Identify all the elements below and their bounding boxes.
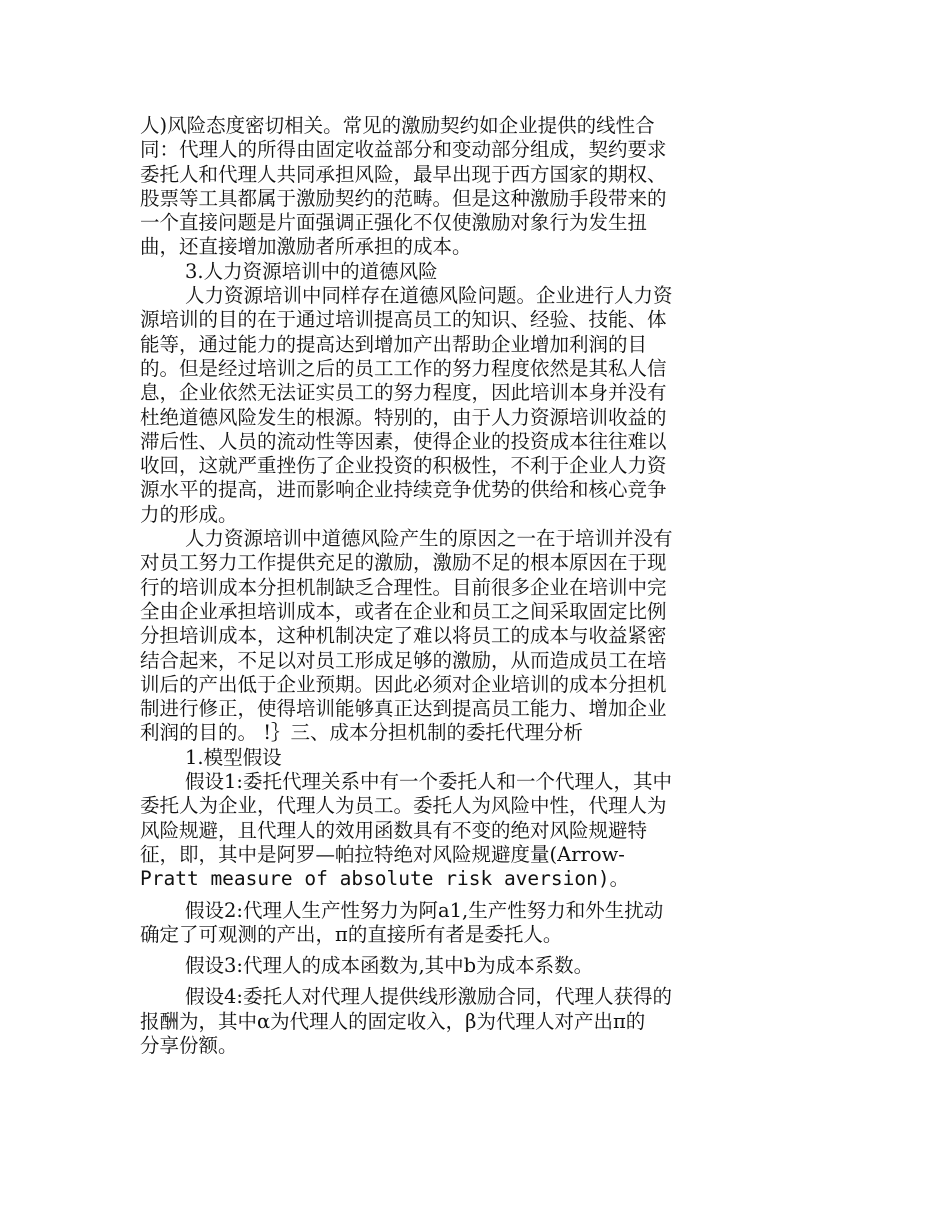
text-line: Pratt measure of absolute risk aversion)。 <box>140 867 630 891</box>
text-line: 一个直接问题是片面强调正强化不仅使激励对象行为发生扭 <box>140 211 648 235</box>
text-line: 分担培训成本，这种机制决定了难以将员工的成本与收益紧密 <box>140 624 667 648</box>
text-line: 曲，还直接增加激励者所承担的成本。 <box>140 235 472 259</box>
text-line: 息，企业依然无法证实员工的努力程度，因此培训本身并没有 <box>140 381 667 405</box>
text-line: 同：代理人的所得由固定收益部分和变动部分组成，契约要求 <box>140 138 667 162</box>
text-line: 对员工努力工作提供充足的激励，激励不足的根本原因在于现 <box>140 551 667 575</box>
text-line: 委托人和代理人共同承担风险，最早出现于西方国家的期权、 <box>140 162 667 186</box>
text-line: 源培训的目的在于通过培训提高员工的知识、经验、技能、体 <box>140 308 667 332</box>
text-line: 股票等工具都属于激励契约的范畴。但是这种激励手段带来的 <box>140 186 667 210</box>
text-line: 源水平的提高，进而影响企业持续竞争优势的供给和核心竞争 <box>140 478 667 502</box>
text-line: 行的培训成本分担机制缺乏合理性。目前很多企业在培训中完 <box>140 575 667 599</box>
text-line: 委托人为企业，代理人为员工。委托人为风险中性，代理人为 <box>140 794 667 818</box>
text-line: 1.模型假设 <box>185 745 282 769</box>
text-line: 假设3:代理人的成本函数为,其中b为成本系数。 <box>185 954 594 978</box>
text-line: 确定了可观测的产出，π的直接所有者是委托人。 <box>140 922 563 946</box>
text-line: 人)风险态度密切相关。常见的激励契约如企业提供的线性合 <box>140 114 655 137</box>
text-line: 的。但是经过培训之后的员工工作的努力程度依然是其私人信 <box>140 356 667 380</box>
text-line: 制进行修正，使得培训能够真正达到提高员工能力、增加企业 <box>140 697 667 721</box>
text-line: 3.人力资源培训中的道德风险 <box>185 259 438 283</box>
text-line: 杜绝道德风险发生的根源。特别的，由于人力资源培训收益的 <box>140 405 667 429</box>
document-page <box>140 114 740 1058</box>
text-line: 结合起来，不足以对员工形成足够的激励，从而造成员工在培 <box>140 648 667 672</box>
text-line: 能等，通过能力的提高达到增加产出帮助企业增加利润的目 <box>140 332 648 356</box>
text-line: 报酬为，其中α为代理人的固定收入，β为代理人对产出π的 <box>140 1009 646 1033</box>
text-line: 假设2:代理人生产性努力为阿a1,生产性努力和外生扰动 <box>185 898 664 922</box>
text-line: 收回，这就严重挫伤了企业投资的积极性，不利于企业人力资 <box>140 454 667 478</box>
text-line: 滞后性、人员的流动性等因素，使得企业的投资成本往往难以 <box>140 429 667 453</box>
text-line: 风险规避，且代理人的效用函数具有不变的绝对风险规避特 <box>140 818 648 842</box>
text-line: 假设4:委托人对代理人提供线形激励合同，代理人获得的 <box>185 985 672 1009</box>
text-line: 假设1:委托代理关系中有一个委托人和一个代理人，其中 <box>185 770 672 794</box>
text-line: 分享份额。 <box>140 1033 238 1057</box>
text-line: 全由企业承担培训成本，或者在企业和员工之间采取固定比例 <box>140 599 667 623</box>
text-line: 人力资源培训中同样存在道德风险问题。企业进行人力资 <box>185 284 673 308</box>
text-line: 人力资源培训中道德风险产生的原因之一在于培训并没有 <box>185 527 673 551</box>
text-line: 力的形成。 <box>140 502 238 526</box>
text-line: 征，即，其中是阿罗—帕拉特绝对风险规避度量(Arrow- <box>140 842 625 866</box>
text-line: 训后的产出低于企业预期。因此必须对企业培训的成本分担机 <box>140 672 667 696</box>
text-line: 利润的目的。 !｝三、成本分担机制的委托代理分析 <box>140 721 584 745</box>
